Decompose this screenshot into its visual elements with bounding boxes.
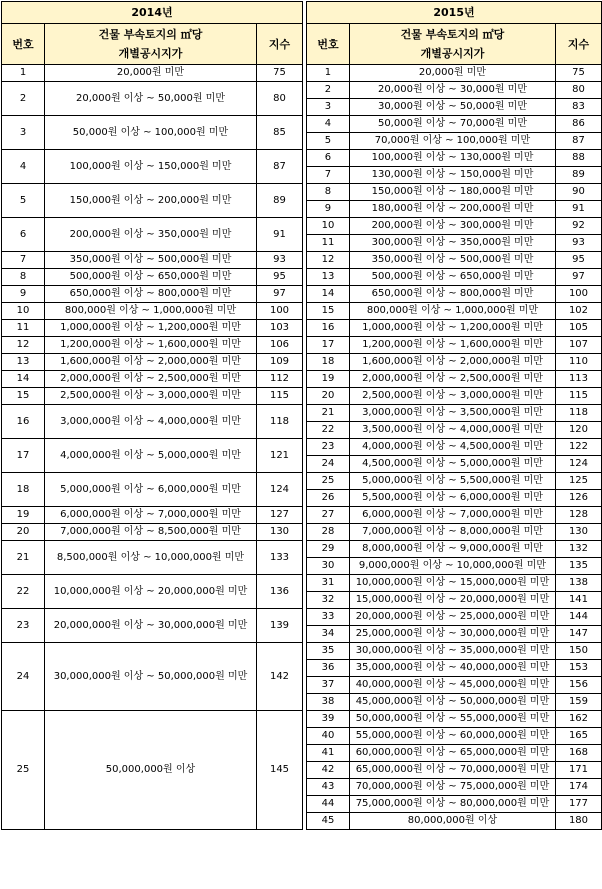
row-index: 124 bbox=[555, 456, 601, 473]
row-number: 13 bbox=[2, 354, 45, 371]
table-row bbox=[306, 252, 601, 269]
row-index: 138 bbox=[555, 575, 601, 592]
row-index: 130 bbox=[555, 524, 601, 541]
column-header-number: 번호 bbox=[2, 24, 45, 65]
row-number: 8 bbox=[2, 269, 45, 286]
row-number: 19 bbox=[2, 507, 45, 524]
table-row bbox=[306, 99, 601, 116]
table-row bbox=[2, 150, 303, 167]
row-number: 9 bbox=[306, 201, 349, 218]
row-index: 91 bbox=[257, 218, 303, 252]
row-price-range: 100,000원 이상 ~ 150,000원 미만 bbox=[45, 150, 257, 184]
table-row bbox=[306, 592, 601, 609]
row-price-range: 4,500,000원 이상 ~ 5,000,000원 미만 bbox=[349, 456, 555, 473]
row-price-range: 1,600,000원 이상 ~ 2,000,000원 미만 bbox=[349, 354, 555, 371]
row-number: 40 bbox=[306, 728, 349, 745]
row-number: 44 bbox=[306, 796, 349, 813]
row-price-range: 50,000원 이상 ~ 100,000원 미만 bbox=[45, 116, 257, 150]
row-index: 139 bbox=[257, 609, 303, 643]
row-index: 141 bbox=[555, 592, 601, 609]
row-number: 39 bbox=[306, 711, 349, 728]
row-index: 168 bbox=[555, 745, 601, 762]
row-index: 124 bbox=[257, 473, 303, 507]
column-header-land-price-line1: 건물 부속토지의 ㎡당 bbox=[400, 28, 505, 41]
row-price-range: 800,000원 이상 ~ 1,000,000원 미만 bbox=[45, 303, 257, 320]
row-index: 135 bbox=[555, 558, 601, 575]
row-price-range: 5,000,000원 이상 ~ 5,500,000원 미만 bbox=[349, 473, 555, 490]
year-header-2014: 2014년 bbox=[2, 2, 303, 24]
table-row bbox=[2, 609, 303, 626]
row-index: 90 bbox=[555, 184, 601, 201]
row-number: 18 bbox=[2, 473, 45, 507]
row-number: 1 bbox=[2, 65, 45, 82]
table-row bbox=[2, 286, 303, 303]
table-row bbox=[2, 320, 303, 337]
row-number: 5 bbox=[306, 133, 349, 150]
row-index: 150 bbox=[555, 643, 601, 660]
table-row bbox=[2, 371, 303, 388]
table-row bbox=[2, 507, 303, 524]
row-number: 26 bbox=[306, 490, 349, 507]
row-price-range: 180,000원 이상 ~ 200,000원 미만 bbox=[349, 201, 555, 218]
row-index: 128 bbox=[555, 507, 601, 524]
row-number: 3 bbox=[306, 99, 349, 116]
row-price-range: 2,000,000원 이상 ~ 2,500,000원 미만 bbox=[349, 371, 555, 388]
table-row bbox=[306, 473, 601, 490]
row-number: 33 bbox=[306, 609, 349, 626]
row-index: 112 bbox=[257, 371, 303, 388]
column-header-index: 지수 bbox=[257, 24, 303, 65]
row-number: 18 bbox=[306, 354, 349, 371]
row-number: 23 bbox=[306, 439, 349, 456]
column-header-land-price bbox=[45, 24, 257, 65]
row-price-range: 500,000원 이상 ~ 650,000원 미만 bbox=[45, 269, 257, 286]
row-index: 145 bbox=[257, 711, 303, 830]
row-price-range: 65,000,000원 이상 ~ 70,000,000원 미만 bbox=[349, 762, 555, 779]
row-index: 118 bbox=[555, 405, 601, 422]
table-row bbox=[2, 252, 303, 269]
row-number: 15 bbox=[306, 303, 349, 320]
row-price-range: 1,200,000원 이상 ~ 1,600,000원 미만 bbox=[349, 337, 555, 354]
row-index: 130 bbox=[257, 524, 303, 541]
row-price-range: 30,000,000원 이상 ~ 35,000,000원 미만 bbox=[349, 643, 555, 660]
row-price-range: 8,000,000원 이상 ~ 9,000,000원 미만 bbox=[349, 541, 555, 558]
row-price-range: 7,000,000원 이상 ~ 8,500,000원 미만 bbox=[45, 524, 257, 541]
row-index: 87 bbox=[257, 150, 303, 184]
table-row bbox=[2, 473, 303, 490]
row-index: 115 bbox=[257, 388, 303, 405]
row-price-range: 15,000,000원 이상 ~ 20,000,000원 미만 bbox=[349, 592, 555, 609]
row-index: 118 bbox=[257, 405, 303, 439]
row-price-range: 20,000,000원 이상 ~ 25,000,000원 미만 bbox=[349, 609, 555, 626]
table-row bbox=[2, 354, 303, 371]
table-row bbox=[306, 575, 601, 592]
row-price-range: 500,000원 이상 ~ 650,000원 미만 bbox=[349, 269, 555, 286]
table-row bbox=[306, 524, 601, 541]
row-number: 22 bbox=[2, 575, 45, 609]
table-row bbox=[306, 728, 601, 745]
row-index: 107 bbox=[555, 337, 601, 354]
row-index: 133 bbox=[257, 541, 303, 575]
table-row bbox=[2, 337, 303, 354]
row-index: 87 bbox=[555, 133, 601, 150]
row-index: 83 bbox=[555, 99, 601, 116]
row-price-range: 1,000,000원 이상 ~ 1,200,000원 미만 bbox=[45, 320, 257, 337]
row-index: 95 bbox=[555, 252, 601, 269]
table-row bbox=[306, 558, 601, 575]
row-price-range: 55,000,000원 이상 ~ 60,000,000원 미만 bbox=[349, 728, 555, 745]
table-row bbox=[306, 116, 601, 133]
row-index: 110 bbox=[555, 354, 601, 371]
row-price-range: 1,600,000원 이상 ~ 2,000,000원 미만 bbox=[45, 354, 257, 371]
row-price-range: 130,000원 이상 ~ 150,000원 미만 bbox=[349, 167, 555, 184]
table-row bbox=[306, 694, 601, 711]
row-index: 115 bbox=[555, 388, 601, 405]
row-number: 5 bbox=[2, 184, 45, 218]
column-header-land-price-line2: 개별공시지가 bbox=[118, 47, 183, 60]
row-index: 153 bbox=[555, 660, 601, 677]
table-row bbox=[306, 82, 601, 99]
table-row bbox=[2, 541, 303, 558]
table-row bbox=[2, 269, 303, 286]
year-header-2015: 2015년 bbox=[306, 2, 601, 24]
table-row bbox=[2, 439, 303, 456]
row-number: 32 bbox=[306, 592, 349, 609]
row-number: 2 bbox=[2, 82, 45, 116]
row-price-range: 9,000,000원 이상 ~ 10,000,000원 미만 bbox=[349, 558, 555, 575]
row-price-range: 1,000,000원 이상 ~ 1,200,000원 미만 bbox=[349, 320, 555, 337]
row-number: 10 bbox=[306, 218, 349, 235]
row-price-range: 20,000원 미만 bbox=[45, 65, 257, 82]
row-number: 34 bbox=[306, 626, 349, 643]
row-number: 21 bbox=[2, 541, 45, 575]
table-row bbox=[306, 354, 601, 371]
row-index: 122 bbox=[555, 439, 601, 456]
row-number: 14 bbox=[2, 371, 45, 388]
row-price-range: 20,000,000원 이상 ~ 30,000,000원 미만 bbox=[45, 609, 257, 643]
row-number: 42 bbox=[306, 762, 349, 779]
row-number: 37 bbox=[306, 677, 349, 694]
table-2014-body bbox=[2, 65, 303, 830]
table-row bbox=[2, 82, 303, 99]
row-price-range: 650,000원 이상 ~ 800,000원 미만 bbox=[349, 286, 555, 303]
row-index: 88 bbox=[555, 150, 601, 167]
row-number: 38 bbox=[306, 694, 349, 711]
table-row bbox=[306, 201, 601, 218]
row-price-range: 6,000,000원 이상 ~ 7,000,000원 미만 bbox=[349, 507, 555, 524]
table-row bbox=[306, 133, 601, 150]
row-number: 24 bbox=[2, 643, 45, 711]
row-price-range: 4,000,000원 이상 ~ 4,500,000원 미만 bbox=[349, 439, 555, 456]
row-number: 9 bbox=[2, 286, 45, 303]
row-number: 12 bbox=[306, 252, 349, 269]
row-number: 2 bbox=[306, 82, 349, 99]
row-index: 80 bbox=[257, 82, 303, 116]
row-index: 100 bbox=[555, 286, 601, 303]
table-row bbox=[2, 65, 303, 82]
row-index: 80 bbox=[555, 82, 601, 99]
table-row bbox=[306, 456, 601, 473]
row-index: 85 bbox=[257, 116, 303, 150]
row-number: 24 bbox=[306, 456, 349, 473]
table-row bbox=[306, 65, 601, 82]
table-row bbox=[306, 643, 601, 660]
row-index: 162 bbox=[555, 711, 601, 728]
table-row bbox=[2, 711, 303, 728]
table-row bbox=[306, 167, 601, 184]
row-number: 4 bbox=[306, 116, 349, 133]
table-row bbox=[2, 218, 303, 235]
row-number: 14 bbox=[306, 286, 349, 303]
row-price-range: 3,500,000원 이상 ~ 4,000,000원 미만 bbox=[349, 422, 555, 439]
table-row bbox=[306, 626, 601, 643]
table-row bbox=[2, 184, 303, 201]
row-price-range: 800,000원 이상 ~ 1,000,000원 미만 bbox=[349, 303, 555, 320]
table-2014 bbox=[1, 1, 303, 830]
row-index: 95 bbox=[257, 269, 303, 286]
table-row bbox=[306, 507, 601, 524]
table-row bbox=[306, 388, 601, 405]
table-row bbox=[306, 490, 601, 507]
row-index: 120 bbox=[555, 422, 601, 439]
row-index: 93 bbox=[257, 252, 303, 269]
table-row bbox=[2, 303, 303, 320]
row-price-range: 200,000원 이상 ~ 300,000원 미만 bbox=[349, 218, 555, 235]
row-price-range: 30,000,000원 이상 ~ 50,000,000원 미만 bbox=[45, 643, 257, 711]
table-row bbox=[306, 371, 601, 388]
row-price-range: 300,000원 이상 ~ 350,000원 미만 bbox=[349, 235, 555, 252]
row-number: 25 bbox=[306, 473, 349, 490]
row-index: 121 bbox=[257, 439, 303, 473]
row-number: 12 bbox=[2, 337, 45, 354]
row-number: 23 bbox=[2, 609, 45, 643]
row-price-range: 10,000,000원 이상 ~ 20,000,000원 미만 bbox=[45, 575, 257, 609]
row-price-range: 2,500,000원 이상 ~ 3,000,000원 미만 bbox=[349, 388, 555, 405]
table-row bbox=[2, 643, 303, 660]
row-number: 10 bbox=[2, 303, 45, 320]
row-number: 16 bbox=[306, 320, 349, 337]
table-row bbox=[306, 405, 601, 422]
row-index: 125 bbox=[555, 473, 601, 490]
table-row bbox=[306, 286, 601, 303]
table-row bbox=[306, 269, 601, 286]
column-header-land-price bbox=[349, 24, 555, 65]
row-number: 41 bbox=[306, 745, 349, 762]
row-price-range: 70,000원 이상 ~ 100,000원 미만 bbox=[349, 133, 555, 150]
row-index: 93 bbox=[555, 235, 601, 252]
row-number: 16 bbox=[2, 405, 45, 439]
table-row bbox=[306, 218, 601, 235]
table-row bbox=[2, 405, 303, 422]
row-index: 91 bbox=[555, 201, 601, 218]
row-index: 147 bbox=[555, 626, 601, 643]
row-number: 19 bbox=[306, 371, 349, 388]
table-row bbox=[306, 320, 601, 337]
row-number: 6 bbox=[2, 218, 45, 252]
row-index: 106 bbox=[257, 337, 303, 354]
row-number: 11 bbox=[306, 235, 349, 252]
row-number: 11 bbox=[2, 320, 45, 337]
table-row bbox=[306, 609, 601, 626]
row-price-range: 8,500,000원 이상 ~ 10,000,000원 미만 bbox=[45, 541, 257, 575]
row-index: 86 bbox=[555, 116, 601, 133]
row-number: 31 bbox=[306, 575, 349, 592]
row-price-range: 7,000,000원 이상 ~ 8,000,000원 미만 bbox=[349, 524, 555, 541]
row-index: 75 bbox=[555, 65, 601, 82]
table-row bbox=[306, 677, 601, 694]
table-row bbox=[306, 235, 601, 252]
row-number: 20 bbox=[2, 524, 45, 541]
row-number: 4 bbox=[2, 150, 45, 184]
row-price-range: 10,000,000원 이상 ~ 15,000,000원 미만 bbox=[349, 575, 555, 592]
row-index: 156 bbox=[555, 677, 601, 694]
row-number: 21 bbox=[306, 405, 349, 422]
row-number: 6 bbox=[306, 150, 349, 167]
row-number: 17 bbox=[306, 337, 349, 354]
row-price-range: 1,200,000원 이상 ~ 1,600,000원 미만 bbox=[45, 337, 257, 354]
row-index: 126 bbox=[555, 490, 601, 507]
row-number: 30 bbox=[306, 558, 349, 575]
row-number: 22 bbox=[306, 422, 349, 439]
column-header-land-price-line1: 건물 부속토지의 ㎡당 bbox=[98, 28, 203, 41]
table-row bbox=[306, 813, 601, 830]
row-price-range: 20,000원 미만 bbox=[349, 65, 555, 82]
table-row bbox=[306, 184, 601, 201]
row-price-range: 3,000,000원 이상 ~ 4,000,000원 미만 bbox=[45, 405, 257, 439]
row-price-range: 30,000원 이상 ~ 50,000원 미만 bbox=[349, 99, 555, 116]
row-price-range: 100,000원 이상 ~ 130,000원 미만 bbox=[349, 150, 555, 167]
row-number: 43 bbox=[306, 779, 349, 796]
row-number: 20 bbox=[306, 388, 349, 405]
row-price-range: 2,500,000원 이상 ~ 3,000,000원 미만 bbox=[45, 388, 257, 405]
row-price-range: 200,000원 이상 ~ 350,000원 미만 bbox=[45, 218, 257, 252]
row-price-range: 50,000,000원 이상 bbox=[45, 711, 257, 830]
row-price-range: 5,500,000원 이상 ~ 6,000,000원 미만 bbox=[349, 490, 555, 507]
row-price-range: 2,000,000원 이상 ~ 2,500,000원 미만 bbox=[45, 371, 257, 388]
row-price-range: 45,000,000원 이상 ~ 50,000,000원 미만 bbox=[349, 694, 555, 711]
table-row bbox=[306, 796, 601, 813]
row-price-range: 350,000원 이상 ~ 500,000원 미만 bbox=[45, 252, 257, 269]
row-index: 92 bbox=[555, 218, 601, 235]
row-index: 89 bbox=[257, 184, 303, 218]
row-number: 35 bbox=[306, 643, 349, 660]
table-row bbox=[2, 524, 303, 541]
table-row bbox=[306, 150, 601, 167]
row-number: 27 bbox=[306, 507, 349, 524]
row-price-range: 150,000원 이상 ~ 200,000원 미만 bbox=[45, 184, 257, 218]
row-index: 127 bbox=[257, 507, 303, 524]
row-index: 165 bbox=[555, 728, 601, 745]
row-index: 174 bbox=[555, 779, 601, 796]
row-price-range: 25,000,000원 이상 ~ 30,000,000원 미만 bbox=[349, 626, 555, 643]
row-price-range: 60,000,000원 이상 ~ 65,000,000원 미만 bbox=[349, 745, 555, 762]
row-index: 97 bbox=[257, 286, 303, 303]
row-price-range: 50,000,000원 이상 ~ 55,000,000원 미만 bbox=[349, 711, 555, 728]
row-index: 142 bbox=[257, 643, 303, 711]
table-row bbox=[306, 337, 601, 354]
row-number: 25 bbox=[2, 711, 45, 830]
row-number: 1 bbox=[306, 65, 349, 82]
table-row bbox=[306, 762, 601, 779]
row-index: 177 bbox=[555, 796, 601, 813]
row-price-range: 4,000,000원 이상 ~ 5,000,000원 미만 bbox=[45, 439, 257, 473]
row-index: 75 bbox=[257, 65, 303, 82]
table-2015 bbox=[306, 1, 602, 830]
row-number: 29 bbox=[306, 541, 349, 558]
table-row bbox=[2, 575, 303, 592]
row-index: 100 bbox=[257, 303, 303, 320]
table-row bbox=[306, 541, 601, 558]
row-index: 103 bbox=[257, 320, 303, 337]
row-price-range: 150,000원 이상 ~ 180,000원 미만 bbox=[349, 184, 555, 201]
row-price-range: 5,000,000원 이상 ~ 6,000,000원 미만 bbox=[45, 473, 257, 507]
row-price-range: 20,000원 이상 ~ 30,000원 미만 bbox=[349, 82, 555, 99]
row-number: 28 bbox=[306, 524, 349, 541]
row-price-range: 350,000원 이상 ~ 500,000원 미만 bbox=[349, 252, 555, 269]
table-row bbox=[306, 745, 601, 762]
row-number: 7 bbox=[2, 252, 45, 269]
row-price-range: 6,000,000원 이상 ~ 7,000,000원 미만 bbox=[45, 507, 257, 524]
table-row bbox=[306, 660, 601, 677]
row-number: 17 bbox=[2, 439, 45, 473]
row-index: 113 bbox=[555, 371, 601, 388]
row-price-range: 70,000,000원 이상 ~ 75,000,000원 미만 bbox=[349, 779, 555, 796]
table-row bbox=[306, 439, 601, 456]
row-number: 3 bbox=[2, 116, 45, 150]
row-index: 180 bbox=[555, 813, 601, 830]
row-index: 171 bbox=[555, 762, 601, 779]
row-price-range: 3,000,000원 이상 ~ 3,500,000원 미만 bbox=[349, 405, 555, 422]
table-2015-body bbox=[306, 65, 601, 830]
row-index: 102 bbox=[555, 303, 601, 320]
row-price-range: 50,000원 이상 ~ 70,000원 미만 bbox=[349, 116, 555, 133]
table-row bbox=[306, 779, 601, 796]
row-index: 144 bbox=[555, 609, 601, 626]
row-number: 15 bbox=[2, 388, 45, 405]
column-header-index: 지수 bbox=[555, 24, 601, 65]
row-price-range: 20,000원 이상 ~ 50,000원 미만 bbox=[45, 82, 257, 116]
row-index: 109 bbox=[257, 354, 303, 371]
row-number: 7 bbox=[306, 167, 349, 184]
row-number: 8 bbox=[306, 184, 349, 201]
row-index: 105 bbox=[555, 320, 601, 337]
row-price-range: 75,000,000원 이상 ~ 80,000,000원 미만 bbox=[349, 796, 555, 813]
row-price-range: 650,000원 이상 ~ 800,000원 미만 bbox=[45, 286, 257, 303]
row-index: 159 bbox=[555, 694, 601, 711]
table-row bbox=[306, 303, 601, 320]
table-row bbox=[2, 116, 303, 133]
row-number: 13 bbox=[306, 269, 349, 286]
table-row bbox=[306, 711, 601, 728]
column-header-land-price-line2: 개별공시지가 bbox=[420, 47, 485, 60]
table-row bbox=[2, 388, 303, 405]
row-number: 36 bbox=[306, 660, 349, 677]
row-price-range: 40,000,000원 이상 ~ 45,000,000원 미만 bbox=[349, 677, 555, 694]
row-index: 97 bbox=[555, 269, 601, 286]
row-index: 136 bbox=[257, 575, 303, 609]
table-row bbox=[306, 422, 601, 439]
column-header-number: 번호 bbox=[306, 24, 349, 65]
row-price-range: 80,000,000원 이상 bbox=[349, 813, 555, 830]
row-index: 132 bbox=[555, 541, 601, 558]
row-price-range: 35,000,000원 이상 ~ 40,000,000원 미만 bbox=[349, 660, 555, 677]
row-number: 45 bbox=[306, 813, 349, 830]
row-index: 89 bbox=[555, 167, 601, 184]
